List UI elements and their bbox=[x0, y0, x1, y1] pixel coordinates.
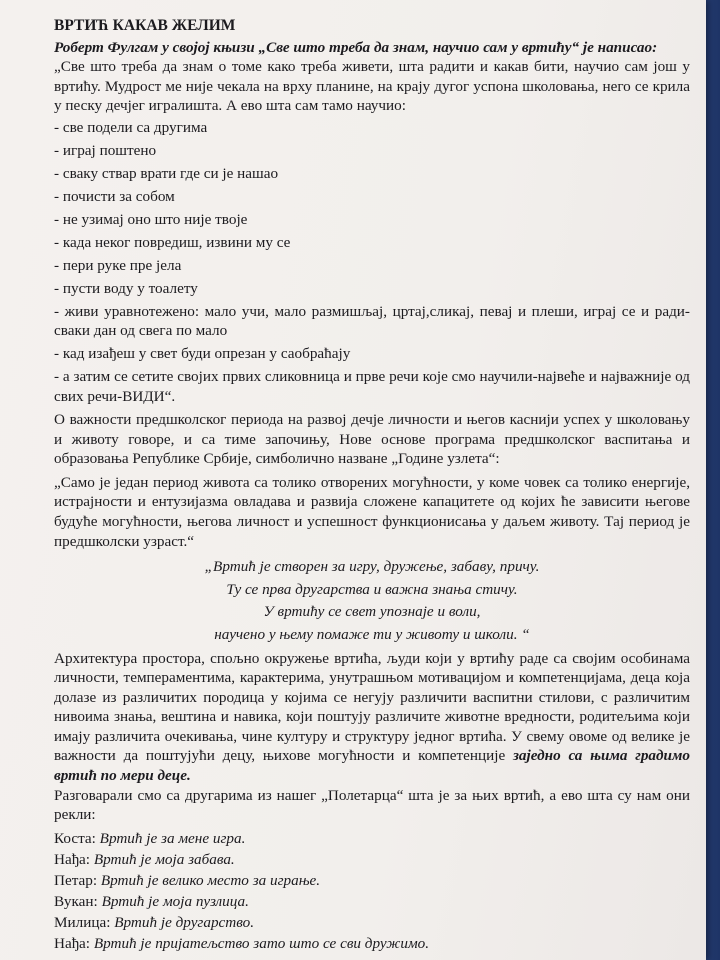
lesson-item: - сваку ствар врати где си је нашао bbox=[54, 164, 279, 182]
child-name: Нађа: bbox=[54, 935, 91, 953]
poem bbox=[54, 557, 690, 644]
poem-line: У вртићу се свет упознаје и воли, bbox=[263, 603, 481, 621]
talk-paragraph: Разговарали смо са другарима из нашег „Полетарца“ шта је за њих вртић, а ево шта су нам они рекли: bbox=[54, 786, 690, 824]
lesson-item: - не узимај оно што није твоје bbox=[54, 210, 248, 228]
child-quote: Вртић је другарство. bbox=[114, 914, 255, 932]
lesson-item: - када неког повредиш, извини му се bbox=[54, 233, 291, 251]
architecture-paragraph bbox=[54, 649, 690, 786]
child-quote-row bbox=[54, 913, 690, 933]
child-quote: Вртић је за мене игра. bbox=[99, 829, 246, 847]
lesson-item: - почисти за собом bbox=[54, 187, 175, 205]
lesson-item: - кад изађеш у свет буди опрезан у саобраћају bbox=[54, 345, 351, 363]
poem-line: научено у њему помаже ти у животу и школи. “ bbox=[214, 625, 530, 643]
lesson-item: - живи уравнотежено: мало учи, мало размишљај, цртај,сликај, певај и плеши, играј се и ради-сваки дан од свега по мало bbox=[54, 302, 690, 340]
child-quote-row bbox=[54, 892, 690, 912]
child-quote: Вртић је моја забава. bbox=[93, 850, 235, 868]
document-body bbox=[54, 16, 690, 955]
child-quote: Вртић је моја пузлица. bbox=[101, 893, 249, 911]
child-quote-row bbox=[54, 829, 690, 849]
architecture-text: Архитектура простора, спољно окружење вртића, људи који у вртићу раде са својим особинама личности, темпераментима, карактерима, унутрашњом мотивацијом и компетенцијама, деца која долазе из различитих породица у којима се негују различити васпитни стилови, с различитим нивоима знања, вештина и навика, који поштују различите животне вредности, родитељима који имају различита очекивања, чине културу и структуру једног вртића. У свему овоме од велике је важности да поштујући децу, њихове могућности и компетенције bbox=[54, 649, 690, 765]
child-name: Нађа: bbox=[54, 850, 91, 868]
poem-line: „Вртић је створен за игру, дружење, забаву, причу. bbox=[204, 558, 540, 576]
children-quotes bbox=[54, 829, 690, 954]
child-name: Вукан: bbox=[54, 893, 98, 911]
architecture-emphasis: заједно са њима градимо вртић по мери деце. bbox=[54, 747, 690, 785]
child-quote-row bbox=[54, 850, 690, 870]
child-quote: Вртић је пријатељство зато што се сви дружимо. bbox=[93, 935, 430, 953]
lesson-item: - све подели са другима bbox=[54, 118, 208, 136]
lesson-item: - пусти воду у тоалету bbox=[54, 279, 198, 297]
lesson-item: - а затим се сетите својих првих сликовница и прве речи које смо научили-највеће и најважније од свих речи-ВИДИ“. bbox=[54, 368, 690, 405]
child-name: Милица: bbox=[54, 914, 111, 932]
poem-line: Ту се прва другарства и важна знања стичу. bbox=[226, 580, 518, 598]
quote-intro: „Све што треба да знам о томе како треба живети, шта радити и какав бити, научио сам још у вртићу. Мудрост ме није чекала на врху планине, на крају дугог успона школовања, него се крила у песку дечјег игралишта. А ево шта сам тамо научио: bbox=[54, 58, 690, 115]
program-paragraph: О важности предшколског периода на развој дечје личности и његов каснији успех у школовању и животу говоре, и са тиме започињу, Нове основе програма предшколског васпитања и образовања Републике Србије, симболично назване „Године узлета“: bbox=[54, 410, 690, 468]
period-paragraph: „Само је један период живота са толико отворених могућности, у коме човек са толико енергије, истрајности и ентузијазма овладава и развија сложене капацитете од којих ће зависити његове будуће могућности, његова личност и успешност функционисања у даљем животу. Тај период је предшколски узраст.“ bbox=[54, 473, 690, 550]
lesson-item: - пери руке пре јела bbox=[54, 256, 182, 274]
child-quote: Вртић је велико место за играње. bbox=[100, 872, 321, 890]
child-name: Петар: bbox=[54, 872, 98, 890]
child-name: Коста: bbox=[54, 829, 96, 847]
lessons-list bbox=[54, 118, 690, 407]
intro-line: Роберт Фулгам у својој књизи „Све што треба да знам, научио сам у вртићу“ је написао: bbox=[54, 38, 658, 56]
lesson-item: - играј поштено bbox=[54, 141, 157, 159]
document-title: ВРТИЋ КАКАВ ЖЕЛИМ bbox=[54, 17, 236, 34]
child-quote-row bbox=[54, 871, 690, 891]
child-quote-row bbox=[54, 934, 690, 954]
